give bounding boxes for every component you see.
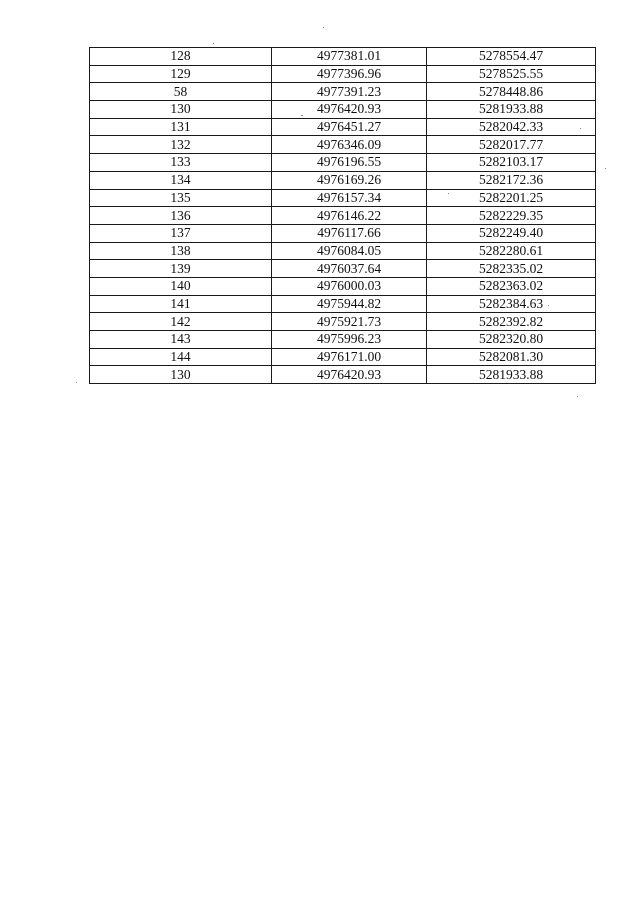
scan-speck — [76, 382, 77, 383]
point-number-cell: 138 — [90, 242, 272, 260]
y-coordinate-cell: 5281933.88 — [427, 366, 596, 384]
y-coordinate-cell: 5282335.02 — [427, 260, 596, 278]
y-coordinate-cell: 5282280.61 — [427, 242, 596, 260]
table-row — [90, 118, 596, 136]
scan-speck — [323, 27, 324, 28]
y-coordinate-cell: 5282172.36 — [427, 171, 596, 189]
table-row — [90, 331, 596, 349]
coordinates-table — [89, 47, 596, 384]
point-number-cell: 144 — [90, 348, 272, 366]
scan-speck — [577, 396, 578, 397]
table-row — [90, 65, 596, 83]
x-coordinate-cell: 4977381.01 — [272, 48, 427, 66]
table-row — [90, 83, 596, 101]
scan-speck — [605, 168, 606, 169]
point-number-cell: 141 — [90, 295, 272, 313]
x-coordinate-cell: 4975944.82 — [272, 295, 427, 313]
y-coordinate-cell: 5282042.33 — [427, 118, 596, 136]
x-coordinate-cell: 4976420.93 — [272, 101, 427, 119]
point-number-cell: 130 — [90, 101, 272, 119]
y-coordinate-cell: 5282320.80 — [427, 331, 596, 349]
x-coordinate-cell: 4976171.00 — [272, 348, 427, 366]
x-coordinate-cell: 4976169.26 — [272, 171, 427, 189]
table-row — [90, 295, 596, 313]
x-coordinate-cell: 4976037.64 — [272, 260, 427, 278]
table-row — [90, 136, 596, 154]
x-coordinate-cell: 4976196.55 — [272, 154, 427, 172]
table-row — [90, 224, 596, 242]
x-coordinate-cell: 4976157.34 — [272, 189, 427, 207]
x-coordinate-cell: 4975996.23 — [272, 331, 427, 349]
scan-speck — [213, 43, 214, 44]
y-coordinate-cell: 5282103.17 — [427, 154, 596, 172]
table-row — [90, 154, 596, 172]
y-coordinate-cell: 5278525.55 — [427, 65, 596, 83]
y-coordinate-cell: 5282392.82 — [427, 313, 596, 331]
coordinates-table-body — [90, 48, 596, 384]
table-row — [90, 101, 596, 119]
x-coordinate-cell: 4975921.73 — [272, 313, 427, 331]
point-number-cell: 130 — [90, 366, 272, 384]
point-number-cell: 128 — [90, 48, 272, 66]
x-coordinate-cell: 4976117.66 — [272, 224, 427, 242]
table-row — [90, 207, 596, 225]
table-row — [90, 242, 596, 260]
table-row — [90, 260, 596, 278]
table-row — [90, 313, 596, 331]
point-number-cell: 58 — [90, 83, 272, 101]
point-number-cell: 131 — [90, 118, 272, 136]
point-number-cell: 140 — [90, 277, 272, 295]
table-row — [90, 366, 596, 384]
y-coordinate-cell: 5282363.02 — [427, 277, 596, 295]
point-number-cell: 133 — [90, 154, 272, 172]
y-coordinate-cell: 5281933.88 — [427, 101, 596, 119]
y-coordinate-cell: 5282229.35 — [427, 207, 596, 225]
y-coordinate-cell: 5282384.63 — [427, 295, 596, 313]
point-number-cell: 134 — [90, 171, 272, 189]
y-coordinate-cell: 5278448.86 — [427, 83, 596, 101]
point-number-cell: 139 — [90, 260, 272, 278]
point-number-cell: 129 — [90, 65, 272, 83]
x-coordinate-cell: 4977391.23 — [272, 83, 427, 101]
x-coordinate-cell: 4977396.96 — [272, 65, 427, 83]
table-row — [90, 171, 596, 189]
table-row — [90, 189, 596, 207]
point-number-cell: 132 — [90, 136, 272, 154]
x-coordinate-cell: 4976084.05 — [272, 242, 427, 260]
x-coordinate-cell: 4976451.27 — [272, 118, 427, 136]
point-number-cell: 143 — [90, 331, 272, 349]
x-coordinate-cell: 4976420.93 — [272, 366, 427, 384]
point-number-cell: 135 — [90, 189, 272, 207]
x-coordinate-cell: 4976346.09 — [272, 136, 427, 154]
table-row — [90, 48, 596, 66]
y-coordinate-cell: 5282249.40 — [427, 224, 596, 242]
x-coordinate-cell: 4976146.22 — [272, 207, 427, 225]
y-coordinate-cell: 5282081.30 — [427, 348, 596, 366]
point-number-cell: 137 — [90, 224, 272, 242]
y-coordinate-cell: 5282017.77 — [427, 136, 596, 154]
point-number-cell: 142 — [90, 313, 272, 331]
x-coordinate-cell: 4976000.03 — [272, 277, 427, 295]
table-row — [90, 348, 596, 366]
y-coordinate-cell: 5278554.47 — [427, 48, 596, 66]
y-coordinate-cell: 5282201.25 — [427, 189, 596, 207]
point-number-cell: 136 — [90, 207, 272, 225]
table-row — [90, 277, 596, 295]
